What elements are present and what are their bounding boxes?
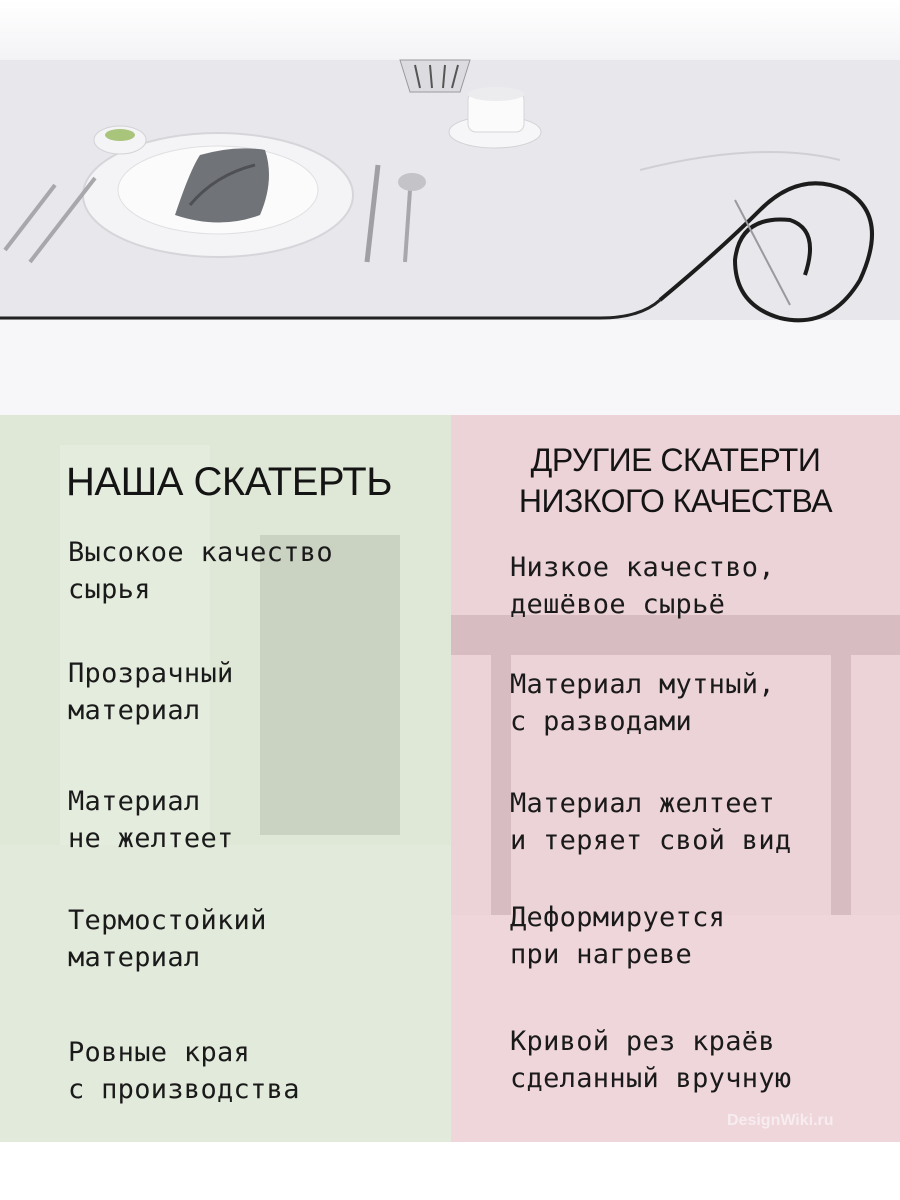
our-feature-2: Прозрачный материал xyxy=(68,658,234,726)
our-feature-3: Материал не желтеет xyxy=(68,786,234,854)
our-feature-5: Ровные края с производства xyxy=(68,1037,300,1105)
bottom-margin xyxy=(0,1142,900,1200)
other-drawback-1: Низкое качество, дешёвое сырьё xyxy=(510,552,775,620)
our-tablecloth-panel xyxy=(0,415,451,1142)
our-feature-1: Высокое качество сырья xyxy=(68,537,333,605)
our-feature-4: Термостойкий материал xyxy=(68,905,267,973)
our-tablecloth-heading: НАША СКАТЕРТЬ xyxy=(66,460,392,504)
table-setting-illustration xyxy=(0,0,900,415)
other-drawback-5: Кривой рез краёв сделанный вручную xyxy=(510,1026,792,1094)
watermark: DesignWiki.ru xyxy=(727,1112,834,1129)
other-drawback-2: Материал мутный, с разводами xyxy=(510,669,775,737)
other-drawback-4: Деформируется при нагреве xyxy=(510,902,726,970)
other-drawback-3: Материал желтеет и теряет свой вид xyxy=(510,788,792,856)
table-setting-photo xyxy=(0,0,900,415)
other-tablecloths-heading: ДРУГИЕ СКАТЕРТИ НИЗКОГО КАЧЕСТВА xyxy=(518,442,833,519)
background-chair-image xyxy=(0,415,451,1142)
